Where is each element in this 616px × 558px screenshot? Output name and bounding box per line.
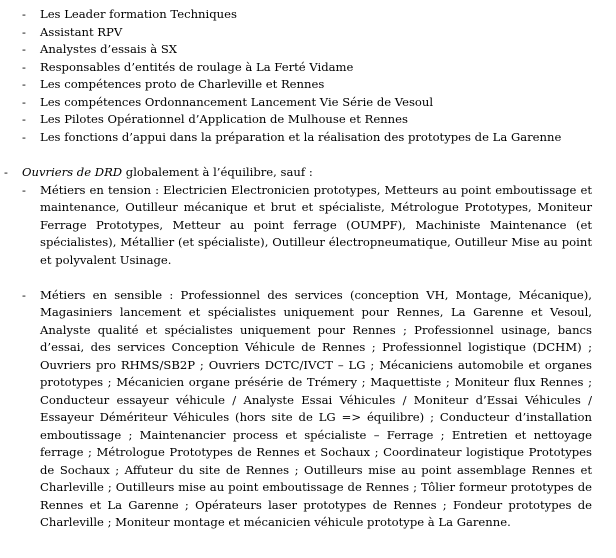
section-heading [4, 164, 604, 532]
sub-bullet-list [22, 182, 592, 532]
paragraph-gap [22, 269, 592, 287]
list-item [22, 24, 602, 42]
bullet-dash: - [22, 112, 26, 126]
ouvriers-section [4, 164, 604, 532]
list-item-text: Assistant RPV [40, 24, 123, 39]
list-item [22, 129, 602, 147]
list-item-text: Métiers en sensible : Professionnel des services (conception VH, Montage, Mécanique), Magasiniers lancement et spécialistes uniquement pour Rennes, La Garenne et Vesoul, Analyste qualité et spécialistes uniquement pour Rennes ; Professionnel usinage, bancs d’essai, des services Conception Véhicule de Rennes ; Professionnel logistique (DCHM) ; Ouvriers pro RHMS/SB2P ; Ouvriers DCTC/IVCT – LG ; Mécaniciens automobile et organes prototypes ; Mécanicien organe présérie de Trémery ; Maquettiste ; Moniteur flux Rennes ; Conducteur essayeur véhicule / Analyste Essai Véhicules / Moniteur d’Essai Véhicules / Essayeur Démériteur Véhicules (hors site de LG => équilibre) ; Conducteur d’installation emboutissage ; Maintenancier process et spécialiste – Ferrage ; Entretien et nettoyage ferrage ; Métrologue Prototypes de Rennes et Sochaux ; Coordinateur logistique Prototypes de Sochaux ; Affuteur du site de Rennes ; Outilleurs mise au point assemblage Rennes et Charleville ; Outilleurs mise au point emboutissage de Rennes ; Tôlier formeur prototypes de Rennes et La Garenne ; Opérateurs laser prototypes de Rennes ; Fondeur prototypes de Charleville ; Moniteur montage et mécanicien véhicule prototype à La Garenne. [40, 287, 592, 529]
section-heading-rest: globalement à l’équilibre, sauf : [122, 165, 313, 179]
bullet-dash: - [22, 182, 26, 197]
list-item [22, 76, 602, 94]
list-item [22, 111, 602, 129]
bullet-dash: - [22, 287, 26, 302]
list-item [22, 41, 602, 59]
list-item [22, 182, 592, 270]
list-item-text: Les fonctions d’appui dans la préparation et la réalisation des prototypes de La Garenne [40, 129, 562, 144]
bullet-dash: - [22, 94, 26, 109]
list-item-text: Les Leader formation Techniques [40, 7, 237, 21]
section-heading-italic: Ouvriers de DRD [22, 165, 123, 179]
list-item [22, 287, 592, 532]
bullet-dash: - [4, 165, 8, 179]
bullet-dash: - [22, 42, 26, 56]
list-item-text: Métiers en tension : Electricien Electronicien prototypes, Metteurs au point emboutissage et maintenance, Outilleur mécanique et brut et spécialiste, Métrologue Prototypes, Moniteur Ferrage Prototypes, Metteur au point ferrage (OUMPF), Machiniste Maintenance (et spécialistes), Métallier (et spécialiste), Outilleur électropneumatique, Outilleur Mise au point et polyvalent Usinage. [40, 182, 592, 267]
top-bullet-list [22, 6, 602, 146]
list-item-text: Les compétences proto de Charleville et Rennes [40, 77, 325, 91]
list-item-text: Les compétences Ordonnancement Lancement Vie Série de Vesoul [40, 94, 434, 109]
bullet-dash: - [22, 7, 26, 21]
list-item [22, 94, 602, 112]
bullet-dash: - [22, 24, 26, 39]
list-item [22, 59, 602, 77]
list-item [22, 6, 602, 24]
list-item-text: Les Pilotes Opérationnel d’Application de Mulhouse et Rennes [40, 112, 408, 126]
bullet-dash: - [22, 129, 26, 144]
list-item-text: Responsables d’entités de roulage à La Ferté Vidame [40, 59, 354, 74]
bullet-dash: - [22, 59, 26, 74]
list-item-text: Analystes d’essais à SX [40, 42, 178, 56]
bullet-dash: - [22, 77, 26, 91]
